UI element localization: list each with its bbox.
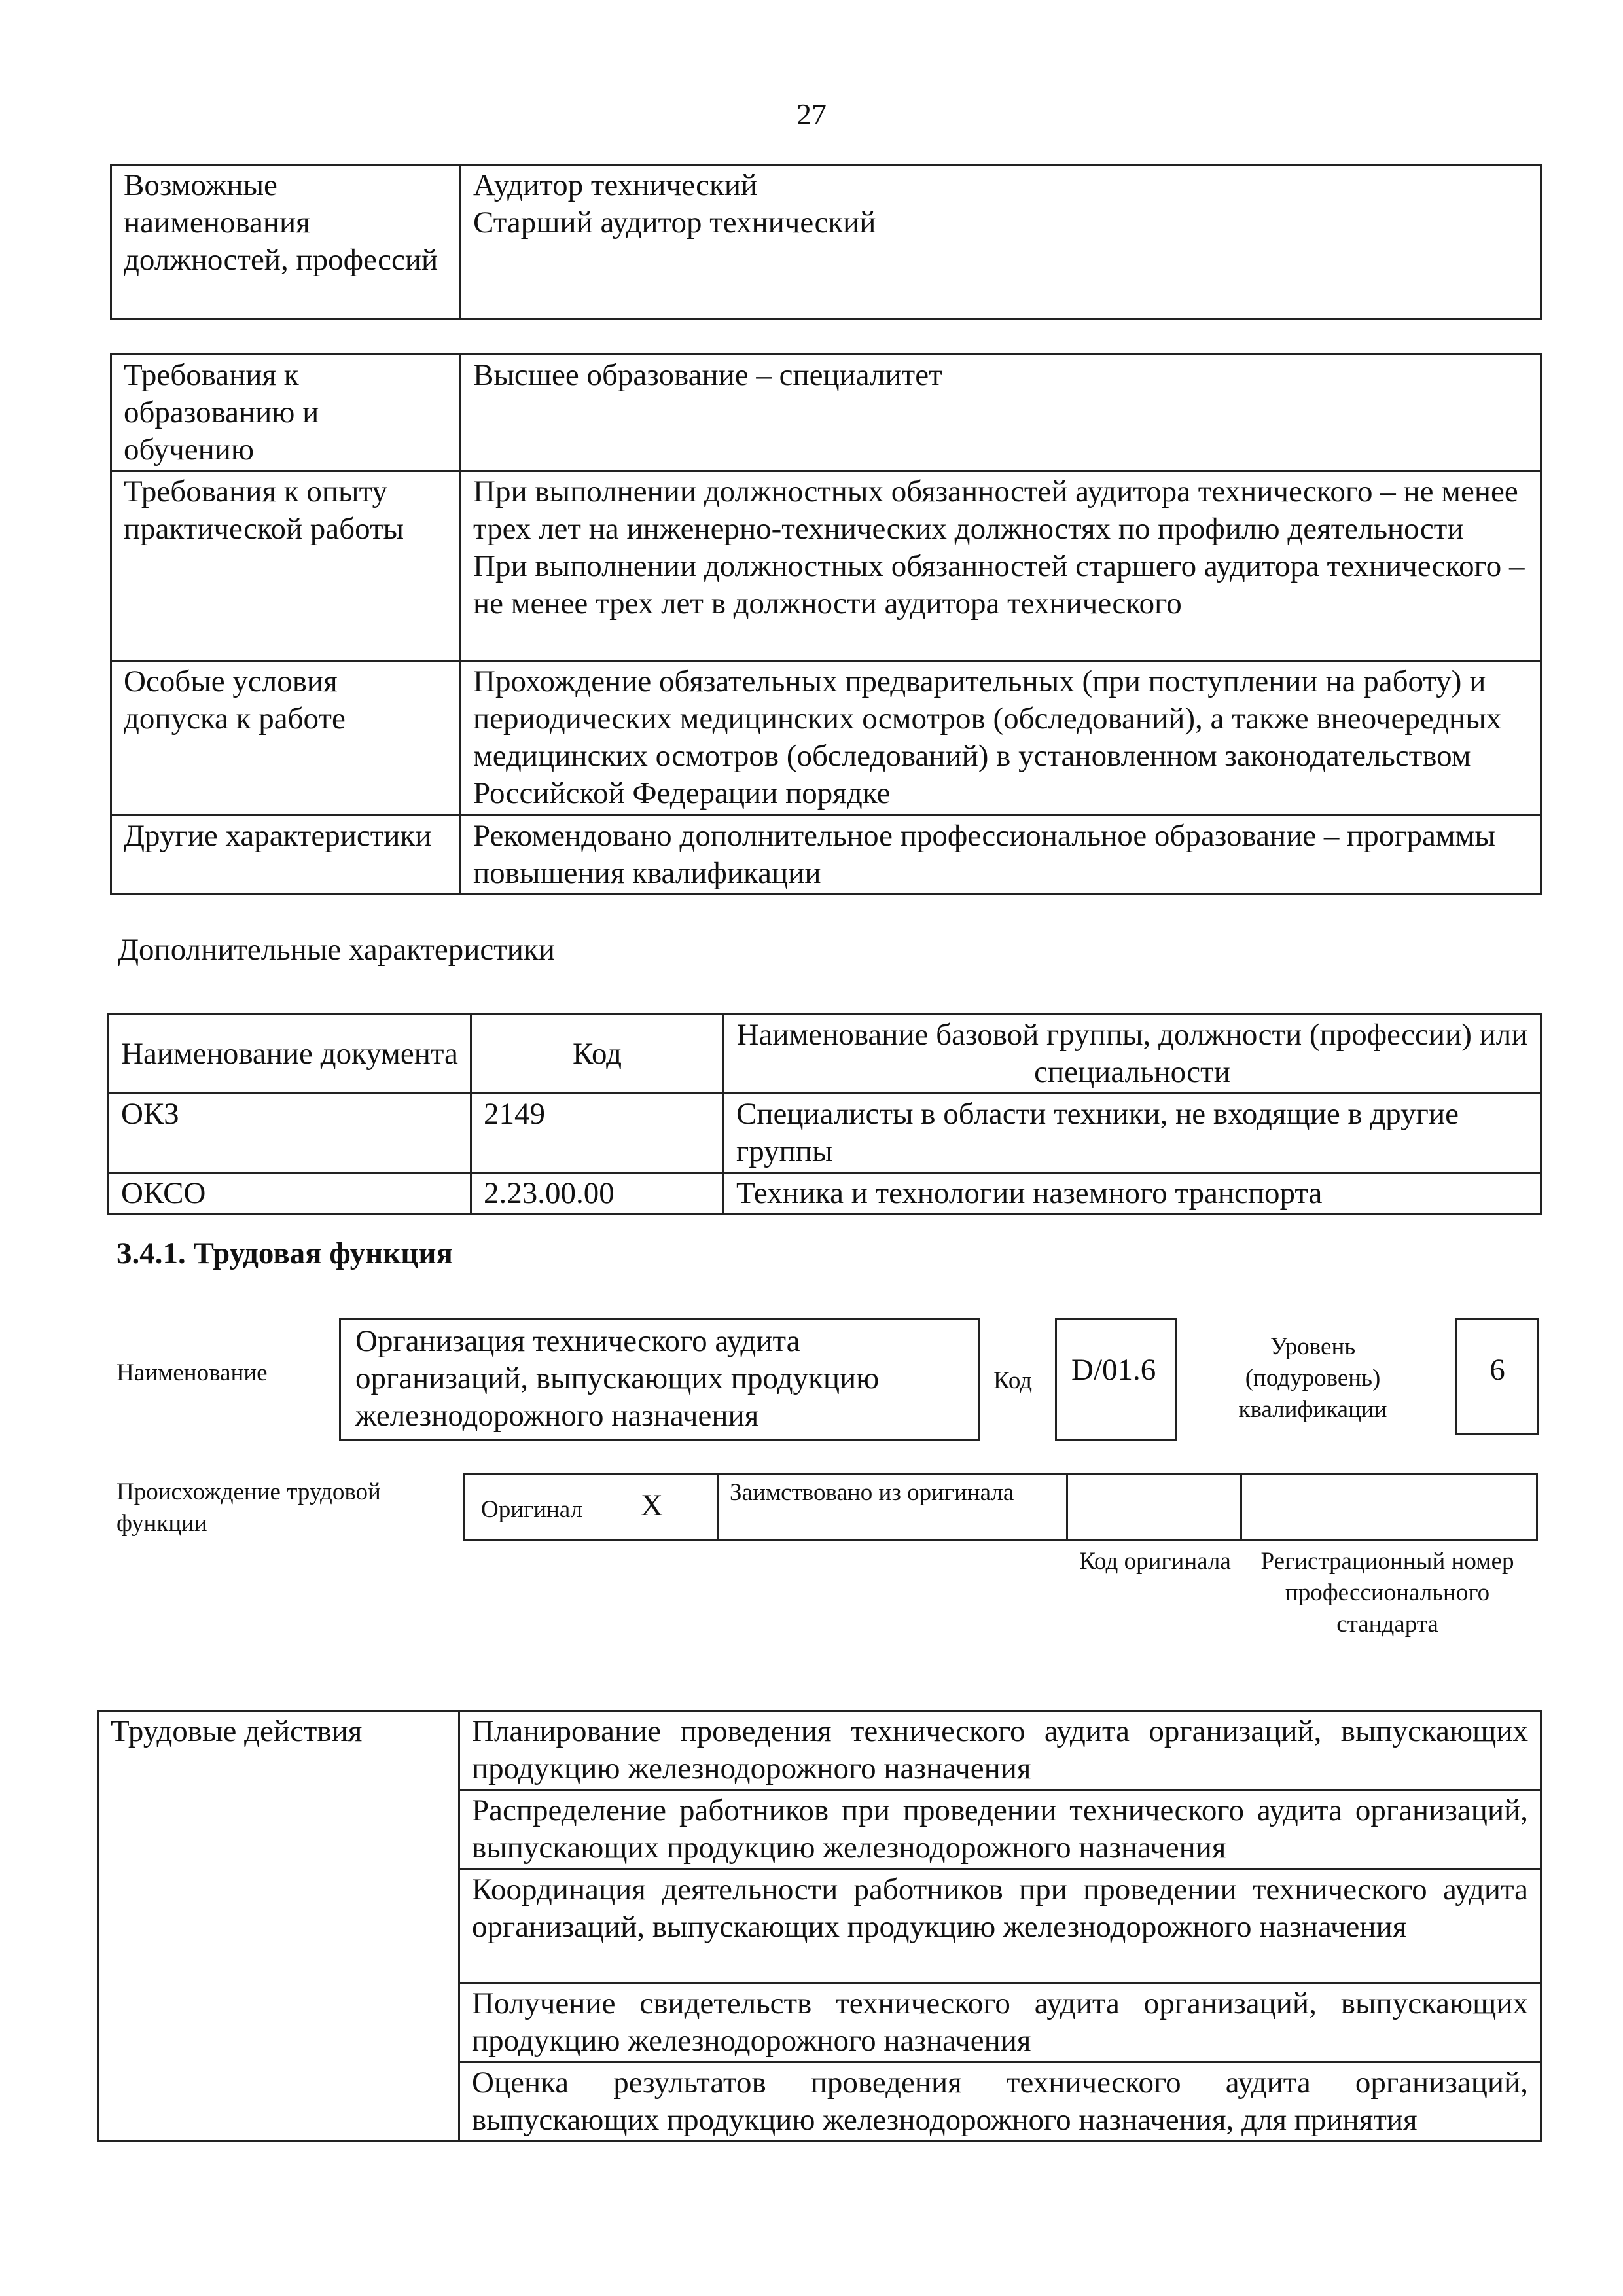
origin-divider <box>717 1475 719 1539</box>
actions-label: Трудовые действия <box>98 1711 459 2142</box>
position-value: Аудитор технический <box>473 168 758 202</box>
table-row <box>111 816 1541 895</box>
action-item: Распределение работников при проведении технического аудита организаций, выпускающих продукцию железнодорожного назначения <box>459 1790 1541 1869</box>
requirement-value: Рекомендовано дополнительное профессиональное образование – программы повышения квалификации <box>461 816 1541 895</box>
name-cell: Техника и технологии наземного транспорта <box>724 1173 1541 1215</box>
requirement-label: Требования к опыту практической работы <box>111 471 461 661</box>
function-level-box <box>1455 1318 1539 1435</box>
table-header-row <box>109 1014 1541 1094</box>
function-level-label: Уровень (подуровень) квалификации <box>1238 1333 1387 1423</box>
original-label: Оригинал <box>481 1496 583 1523</box>
requirement-value: Высшее образование – специалитет <box>461 355 1541 471</box>
table-row <box>111 471 1541 661</box>
action-item: Оценка результатов проведения технического аудита организаций, выпускающих продукцию железнодорожного назначения, для принятия <box>459 2062 1541 2142</box>
function-name-value: Организация технического аудита организаций, выпускающих продукцию железнодорожного назначения <box>355 1324 880 1433</box>
document-cell: ОКСО <box>109 1173 471 1215</box>
additional-table <box>107 1013 1542 1215</box>
function-code-box <box>1055 1318 1177 1441</box>
positions-label: Возможные наименования должностей, профессий <box>111 165 461 319</box>
function-code-label: Код <box>993 1367 1033 1394</box>
action-item: Планирование проведения технического аудита организаций, выпускающих продукцию железнодорожного назначения <box>459 1711 1541 1790</box>
positions-values <box>461 165 1541 319</box>
registration-number-caption: Регистрационный номер профессионального стандарта <box>1260 1548 1514 1638</box>
origin-divider <box>1066 1475 1068 1539</box>
table-row <box>109 1173 1541 1215</box>
column-header-document: Наименование документа <box>109 1014 471 1094</box>
requirement-line: При выполнении должностных обязанностей старшего аудитора технического – не менее трех лет в должности аудитора технического <box>473 549 1525 620</box>
function-heading: 3.4.1. Трудовая функция <box>116 1236 453 1270</box>
borrowed-label: Заимствовано из оригинала <box>730 1479 1014 1506</box>
function-code-value: D/01.6 <box>1071 1353 1156 1387</box>
name-cell: Специалисты в области техники, не входящие в другие группы <box>724 1094 1541 1173</box>
requirement-line: При выполнении должностных обязанностей аудитора технического – не менее трех лет на инженерно-технических должностях по профилю деятельности <box>473 475 1518 546</box>
function-name-label: Наименование <box>116 1359 268 1386</box>
requirements-table <box>110 353 1542 895</box>
column-header-name: Наименование базовой группы, должности (профессии) или специальности <box>724 1014 1541 1094</box>
page-number: 27 <box>796 98 827 131</box>
column-header-code: Код <box>471 1014 724 1094</box>
positions-table <box>110 164 1542 320</box>
table-row <box>98 1711 1541 1790</box>
requirement-value: Прохождение обязательных предварительных (при поступлении на работу) и периодических медицинских осмотров (обследований), а также внеочередных медицинских осмотров (обследований) в установленном законодательством Российской Федерации порядке <box>461 661 1541 816</box>
function-level-value: 6 <box>1489 1353 1505 1387</box>
action-item: Координация деятельности работников при проведении технического аудита организаций, выпускающих продукцию железнодорожного назначения <box>459 1869 1541 1983</box>
table-row <box>111 661 1541 816</box>
code-original-caption: Код оригинала <box>1079 1548 1231 1575</box>
table-row <box>109 1094 1541 1173</box>
code-cell: 2149 <box>471 1094 724 1173</box>
requirement-label: Требования к образованию и обучению <box>111 355 461 471</box>
requirement-label: Другие характеристики <box>111 816 461 895</box>
origin-row <box>463 1473 1538 1541</box>
requirement-value <box>461 471 1541 661</box>
actions-table <box>97 1710 1542 2142</box>
origin-label: Происхождение трудовой функции <box>116 1479 381 1537</box>
additional-title: Дополнительные характеристики <box>118 933 555 967</box>
original-mark: X <box>641 1488 663 1522</box>
function-name-box <box>339 1318 980 1441</box>
action-item: Получение свидетельств технического аудита организаций, выпускающих продукцию железнодорожного назначения <box>459 1983 1541 2062</box>
position-value: Старший аудитор технический <box>473 206 876 240</box>
table-row <box>111 355 1541 471</box>
document-cell: ОКЗ <box>109 1094 471 1173</box>
code-cell: 2.23.00.00 <box>471 1173 724 1215</box>
requirement-label: Особые условия допуска к работе <box>111 661 461 816</box>
origin-divider <box>1240 1475 1242 1539</box>
